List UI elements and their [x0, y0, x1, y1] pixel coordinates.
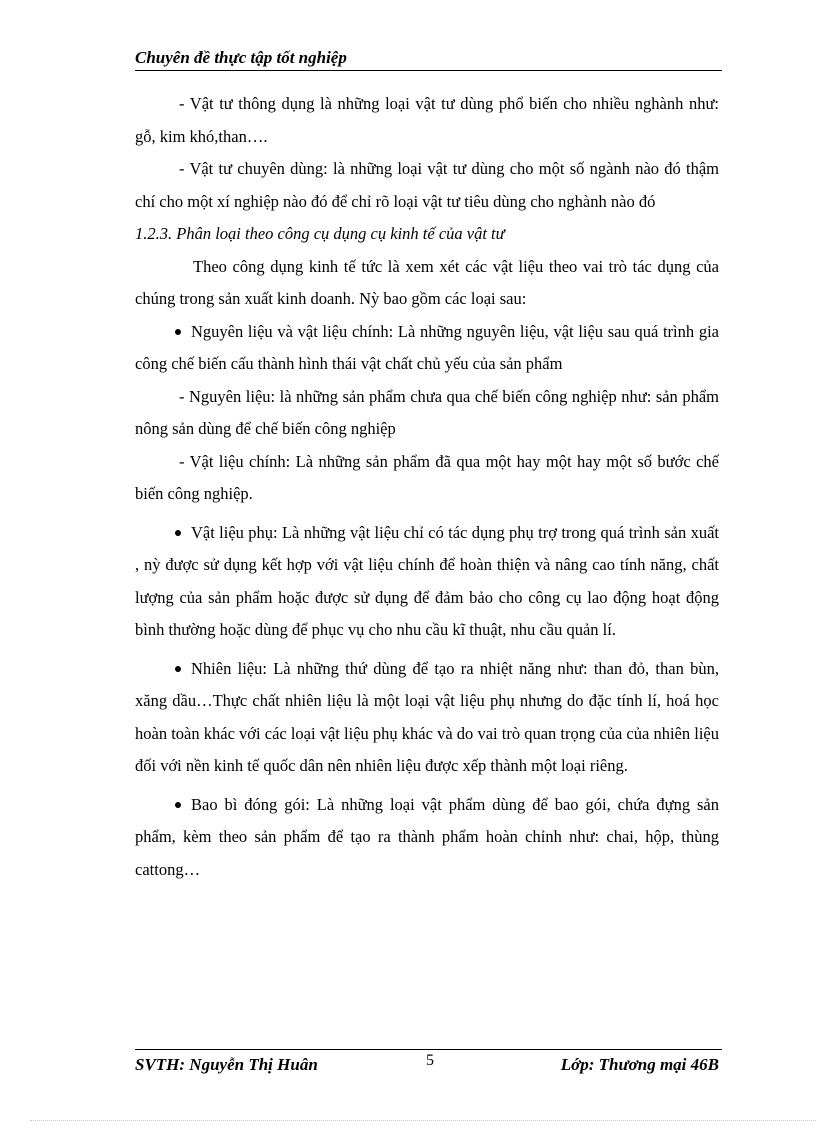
bullet-fuel [135, 653, 719, 783]
bullet-main-materials [135, 316, 719, 381]
footer-rule [135, 1049, 722, 1050]
paragraph-main-materials: - Vật liệu chính: Là những sản phẩm đã qua một hay một hay một số bước chế biến công nghiệp. [135, 451, 719, 503]
header-title: Chuyên đề thực tập tốt nghiệp [135, 48, 347, 67]
page-edge-divider [30, 1120, 816, 1121]
paragraph-economic-use: Theo công dụng kinh tế tức là xem xét các vật liệu theo vai trò tác dụng của chúng trong sản xuất kinh doanh. Nỳ bao gồm các loại sau: [135, 256, 719, 308]
paragraph-raw-materials: - Nguyên liệu: là những sản phẩm chưa qua chế biến công nghiệp như: sản phẩm nông sản dùng để chế biến công nghiệp [135, 386, 719, 438]
bullet-icon [175, 530, 181, 536]
section-heading: 1.2.3. Phân loại theo công cụ dụng cụ kinh tế của vật tư [135, 224, 505, 243]
bullet-icon [175, 329, 181, 335]
bullet-text: Vật liệu phụ: Là những vật liệu chỉ có tác dụng phụ trợ trong quá trình sản xuất , nỳ được sử dụng kết hợp với vật liệu chính để hoàn thiện và nâng cao tính năng, chất lượng của sản phẩm hoặc được sử dụng để đảm bảo cho công cụ lao động hoạt động bình thường hoặc dùng để phục vụ cho nhu cầu kĩ thuật, nhu cầu quản lí. [135, 522, 719, 639]
bullet-text: Nguyên liệu và vật liệu chính: Là những nguyên liệu, vật liệu sau quá trình gia công chế biến cấu thành hình thái vật chất chủ yếu của sản phẩm [135, 321, 719, 373]
footer-class: Lớp: Thương mại 46B [560, 1055, 719, 1074]
page-number: 5 [426, 1052, 434, 1069]
document-body [135, 88, 719, 886]
footer-student-name: SVTH: Nguyễn Thị Huân [135, 1055, 318, 1074]
paragraph-common-materials: - Vật tư thông dụng là những loại vật tư dùng phổ biến cho nhiều nghành như: gỗ, kim khó,than…. [135, 94, 719, 146]
header-rule [135, 70, 722, 71]
bullet-text: Bao bì đóng gói: Là những loại vật phẩm dùng để bao gói, chứa đựng sản phẩm, kèm theo sản phẩm để tạo ra thành phẩm hoàn chỉnh như: chai, hộp, thùng cattong… [135, 794, 719, 879]
bullet-icon [175, 802, 181, 808]
bullet-icon [175, 666, 181, 672]
paragraph-specialized-materials: - Vật tư chuyên dùng: là những loại vật tư dùng cho một số ngành nào đó thậm chí cho một xí nghiệp nào đó để chỉ rõ loại vật tư tiêu dùng cho nghành nào đó [135, 159, 719, 211]
bullet-packaging [135, 789, 719, 887]
bullet-auxiliary-materials [135, 517, 719, 647]
bullet-text: Nhiên liệu: Là những thứ dùng để tạo ra nhiệt năng như: than đỏ, than bùn, xăng dầu…Thực chất nhiên liệu là một loại vật liệu phụ nhưng do đặc tính lí, hoá học hoàn toàn khác với các loại vật liệu phụ khác và do vai trò quan trọng của của nhiên liệu đối với nền kinh tế quốc dân nên nhiên liệu được xếp thành một loại riêng. [135, 658, 719, 775]
